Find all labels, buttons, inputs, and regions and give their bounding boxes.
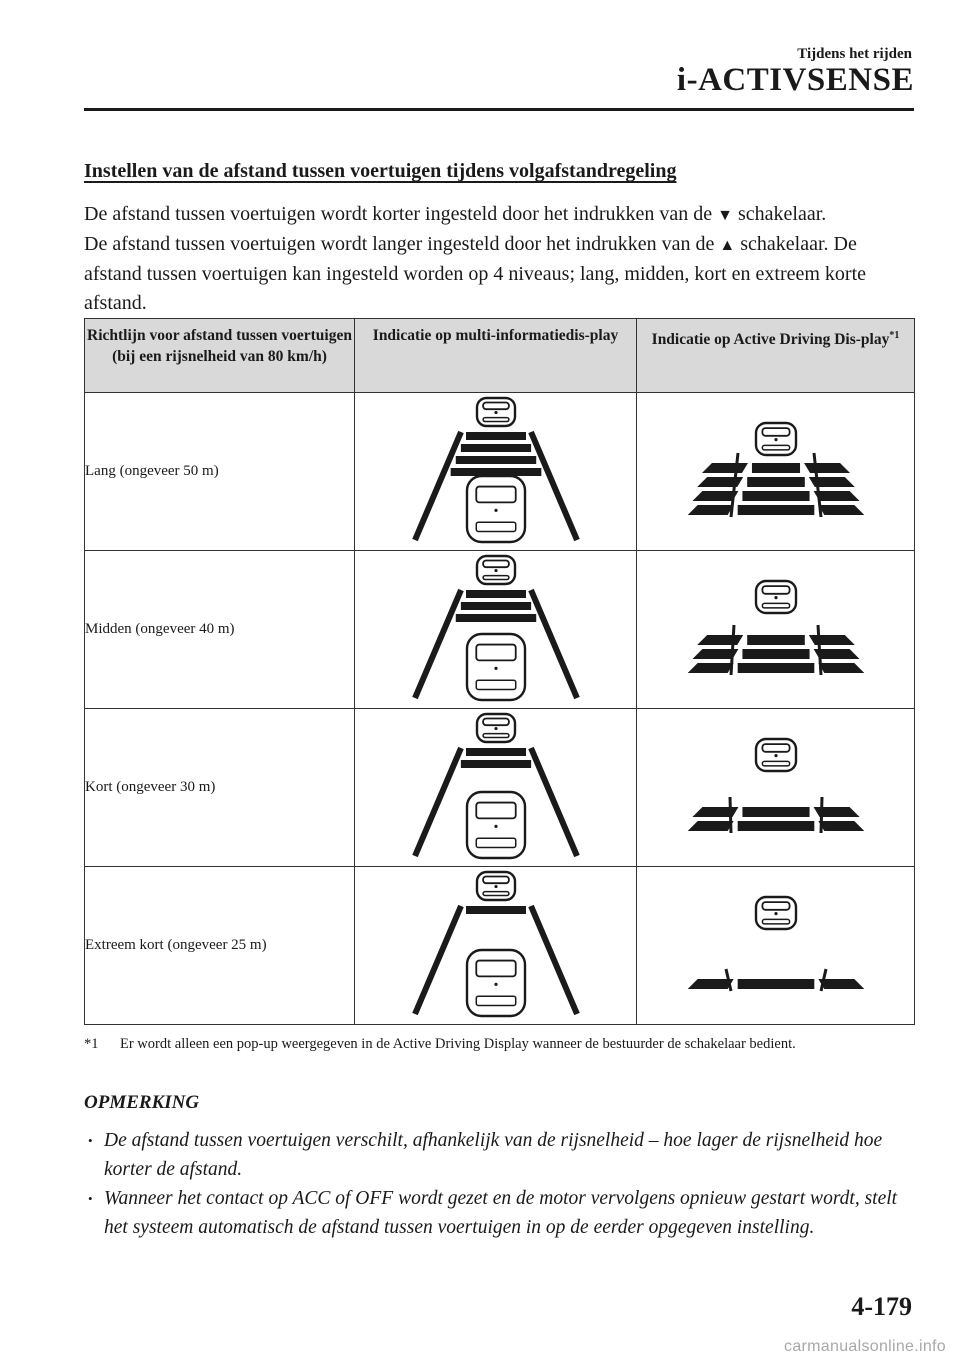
lead-car-icon bbox=[756, 423, 796, 455]
own-car-icon-windshield bbox=[476, 803, 515, 819]
body-line1-end: schakelaar. bbox=[733, 203, 827, 225]
side-bar-left bbox=[687, 821, 733, 831]
header-divider bbox=[84, 108, 914, 111]
lead-car-icon-badge bbox=[494, 569, 497, 572]
side-bar-left bbox=[687, 505, 733, 515]
footnote bbox=[84, 1034, 914, 1055]
lane-line-right bbox=[531, 748, 577, 856]
section-heading: Instellen van de afstand tussen voertuigen tijdens volgafstandregeling bbox=[84, 160, 677, 182]
lead-car-icon-rear-window bbox=[762, 445, 789, 449]
own-car-icon-badge bbox=[494, 825, 497, 828]
own-car-icon-rear-window bbox=[476, 838, 515, 847]
note-list bbox=[84, 1126, 916, 1242]
side-bar-right bbox=[804, 463, 850, 473]
lead-car-icon-badge bbox=[494, 727, 497, 730]
side-bar-left bbox=[701, 463, 747, 473]
row-label: Midden (ongeveer 40 m) bbox=[85, 551, 355, 709]
lead-car-icon-badge bbox=[494, 885, 497, 888]
lead-car-icon bbox=[477, 714, 515, 742]
distance-bar bbox=[466, 432, 526, 440]
table-row bbox=[85, 393, 915, 551]
body-paragraph-2 bbox=[84, 230, 916, 318]
distance-bar bbox=[460, 760, 530, 768]
adh-indicator-cell bbox=[637, 709, 915, 867]
distance-bar bbox=[450, 468, 541, 476]
lead-car-icon bbox=[756, 739, 796, 771]
lead-car-icon-windshield bbox=[483, 718, 509, 725]
note-item: • Wanneer het contact op ACC of OFF wordt gezet en de motor vervolgens opnieuw gestart wordt, stelt het systeem automatisch de afstand tussen voertuigen in op de eerder opgegeven instelling. bbox=[84, 1184, 916, 1242]
own-car-icon bbox=[467, 634, 525, 700]
distance-bar bbox=[466, 906, 526, 914]
distance-bar bbox=[737, 979, 814, 989]
distance-bar bbox=[737, 505, 814, 515]
note-title: OPMERKING bbox=[84, 1092, 200, 1113]
side-bar-left bbox=[697, 477, 743, 487]
lead-car-icon-badge bbox=[774, 438, 777, 441]
footnote-text: Er wordt alleen een pop-up weergegeven in de Active Driving Display wanneer de bestuurder de schakelaar bedient. bbox=[120, 1036, 796, 1052]
distance-bar bbox=[747, 635, 805, 645]
table-row bbox=[85, 551, 915, 709]
adh-indicator-cell bbox=[637, 393, 915, 551]
lane-line-left bbox=[415, 432, 461, 540]
distance-bar bbox=[460, 602, 530, 610]
distance-bar bbox=[742, 649, 809, 659]
distance-table bbox=[84, 318, 915, 1025]
own-car-icon-windshield bbox=[476, 961, 515, 977]
own-car-icon-badge bbox=[494, 983, 497, 986]
footnote-mark: *1 bbox=[84, 1036, 99, 1052]
distance-bar bbox=[466, 748, 526, 756]
distance-bar bbox=[742, 491, 809, 501]
lead-car-icon bbox=[477, 872, 515, 900]
mid-distance-illustration bbox=[401, 710, 591, 860]
lead-car-icon-badge bbox=[494, 411, 497, 414]
body-line2-start: De afstand tussen voertuigen wordt langer ingesteld door het indrukken van de bbox=[84, 233, 720, 255]
own-car-icon-rear-window bbox=[476, 996, 515, 1005]
lead-car-icon-rear-window bbox=[483, 576, 509, 580]
watermark: carmanualsonline.info bbox=[784, 1338, 946, 1355]
lead-car-icon-windshield bbox=[762, 586, 789, 594]
lead-car-icon-rear-window bbox=[483, 892, 509, 896]
distance-bar bbox=[455, 614, 535, 622]
page-number: 4-179 bbox=[851, 1292, 912, 1321]
side-bar-left bbox=[692, 649, 738, 659]
lead-car-icon-rear-window bbox=[762, 603, 789, 607]
body-line1-start: De afstand tussen voertuigen wordt korter ingesteld door het indrukken van de bbox=[84, 203, 718, 225]
own-car-icon-windshield bbox=[476, 487, 515, 503]
up-triangle-icon: ▲ bbox=[719, 237, 736, 254]
lead-car-icon-windshield bbox=[483, 876, 509, 883]
lead-car-icon-rear-window bbox=[762, 919, 789, 923]
body-paragraph-1 bbox=[84, 200, 916, 230]
lead-car-icon-badge bbox=[774, 754, 777, 757]
header-guideline: Richtlijn voor afstand tussen voertuigen (bij een rijsnelheid van 80 km/h) bbox=[85, 319, 355, 393]
header-adh-display bbox=[637, 319, 915, 393]
side-bar-right bbox=[808, 635, 854, 645]
note-item: • De afstand tussen voertuigen verschilt, afhankelijk van de rijsnelheid – hoe lager de rijsnelheid hoe korter de afstand. bbox=[84, 1126, 916, 1184]
side-bar-right bbox=[818, 505, 864, 515]
distance-bar bbox=[751, 463, 799, 473]
side-bar-right bbox=[813, 807, 859, 817]
lane-line-right bbox=[531, 906, 577, 1014]
page-header-chapter: i-ACTIVSENSE bbox=[676, 62, 914, 98]
mid-indicator-cell bbox=[355, 551, 637, 709]
own-car-icon bbox=[467, 950, 525, 1016]
side-bar-right bbox=[818, 821, 864, 831]
side-bar-left bbox=[697, 635, 743, 645]
own-car-icon-rear-window bbox=[476, 522, 515, 531]
lead-car-icon-windshield bbox=[762, 902, 789, 910]
lane-line-right bbox=[531, 432, 577, 540]
lane-line-left bbox=[415, 748, 461, 856]
adh-indicator-cell bbox=[637, 867, 915, 1025]
side-bar-left bbox=[692, 491, 738, 501]
distance-bar bbox=[466, 590, 526, 598]
adh-distance-illustration bbox=[681, 735, 871, 835]
distance-bar bbox=[455, 456, 535, 464]
mid-distance-illustration bbox=[401, 552, 591, 702]
lead-car-icon-badge bbox=[774, 912, 777, 915]
distance-bar bbox=[460, 444, 530, 452]
mid-indicator-cell bbox=[355, 393, 637, 551]
side-bar-left bbox=[692, 807, 738, 817]
lane-line-left bbox=[415, 906, 461, 1014]
distance-bar bbox=[747, 477, 805, 487]
adh-indicator-cell bbox=[637, 551, 915, 709]
side-bar-right bbox=[813, 491, 859, 501]
own-car-icon-badge bbox=[494, 667, 497, 670]
lead-car-icon-rear-window bbox=[762, 761, 789, 765]
lead-car-icon bbox=[756, 581, 796, 613]
table-row bbox=[85, 867, 915, 1025]
own-car-icon bbox=[467, 476, 525, 542]
down-triangle-icon: ▼ bbox=[717, 207, 734, 224]
lead-car-icon-windshield bbox=[483, 560, 509, 567]
distance-bar bbox=[737, 663, 814, 673]
adh-distance-illustration bbox=[681, 577, 871, 677]
lead-car-icon-badge bbox=[774, 596, 777, 599]
lead-car-icon-windshield bbox=[762, 428, 789, 436]
header-mid-display: Indicatie op multi-informatiedis-play bbox=[355, 319, 637, 393]
side-bar-left bbox=[687, 979, 733, 989]
lane-line-right bbox=[531, 590, 577, 698]
lead-car-icon-rear-window bbox=[483, 734, 509, 738]
lead-car-icon-windshield bbox=[762, 744, 789, 752]
side-bar-right bbox=[818, 663, 864, 673]
row-label: Lang (ongeveer 50 m) bbox=[85, 393, 355, 551]
lead-car-icon bbox=[756, 897, 796, 929]
row-label: Kort (ongeveer 30 m) bbox=[85, 709, 355, 867]
own-car-icon-badge bbox=[494, 509, 497, 512]
distance-bar bbox=[737, 821, 814, 831]
body-line2-end: schakelaar. De afstand tussen voertuigen kan ingesteld worden op 4 niveaus; lang, midden, kort en extreem korte afstand. bbox=[84, 233, 867, 314]
lead-car-icon-windshield bbox=[483, 402, 509, 409]
adh-distance-illustration bbox=[681, 893, 871, 993]
lane-line-left bbox=[415, 590, 461, 698]
lead-car-icon bbox=[477, 398, 515, 426]
header-adh-text: Indicatie op Active Driving Dis-play bbox=[651, 331, 890, 349]
side-bar-right bbox=[813, 649, 859, 659]
side-bar-left bbox=[687, 663, 733, 673]
own-car-icon bbox=[467, 792, 525, 858]
mid-indicator-cell bbox=[355, 709, 637, 867]
table-header-row bbox=[85, 319, 915, 393]
row-label: Extreem kort (ongeveer 25 m) bbox=[85, 867, 355, 1025]
adh-distance-illustration bbox=[681, 419, 871, 519]
side-bar-right bbox=[818, 979, 864, 989]
table-row bbox=[85, 709, 915, 867]
lead-car-icon-rear-window bbox=[483, 418, 509, 422]
own-car-icon-rear-window bbox=[476, 680, 515, 689]
mid-distance-illustration bbox=[401, 868, 591, 1018]
page-header-section: Tijdens het rijden bbox=[797, 46, 912, 62]
mid-distance-illustration bbox=[401, 394, 591, 544]
mid-indicator-cell bbox=[355, 867, 637, 1025]
side-bar-right bbox=[808, 477, 854, 487]
lead-car-icon bbox=[477, 556, 515, 584]
distance-bar bbox=[742, 807, 809, 817]
body-text bbox=[84, 200, 916, 318]
own-car-icon-windshield bbox=[476, 645, 515, 661]
footnote-ref: *1 bbox=[889, 330, 900, 341]
